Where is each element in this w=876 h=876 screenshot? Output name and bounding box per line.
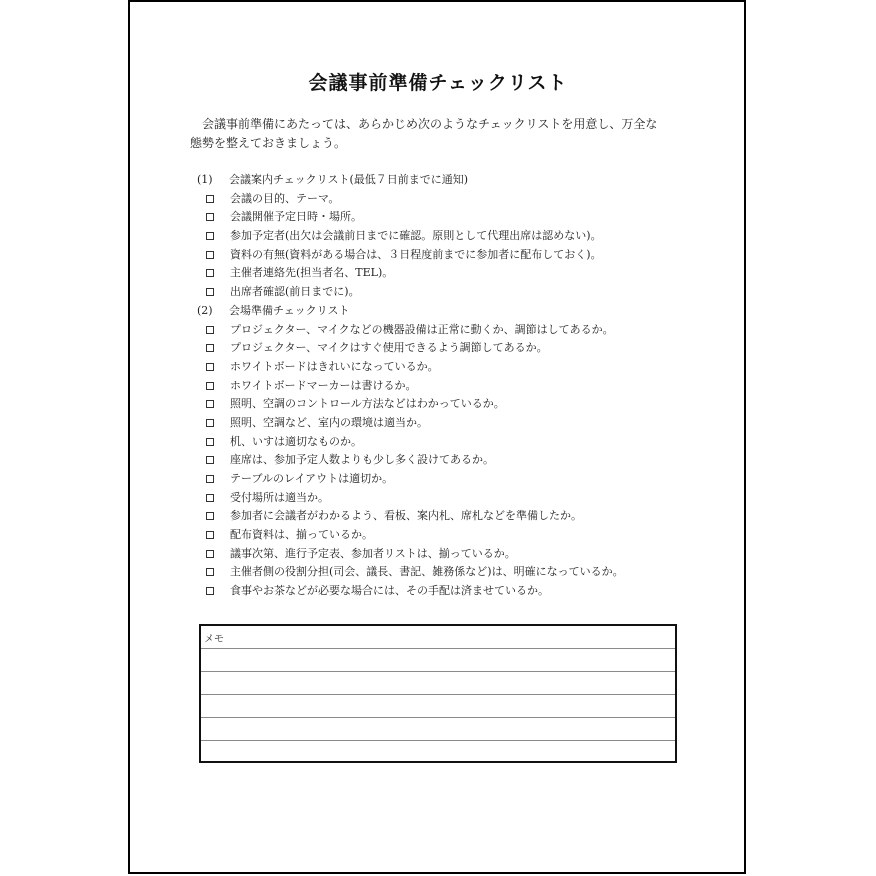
- checkbox-icon[interactable]: [206, 213, 214, 221]
- checkbox-icon[interactable]: [206, 512, 214, 520]
- checklist-item-text: 座席は、参加予定人数よりも少し多く設けてあるか。: [230, 453, 494, 467]
- checklist-item-text: テーブルのレイアウトは適切か。: [230, 472, 394, 485]
- section-label: 会議案内チェックリスト(最低７日前までに通知): [229, 173, 469, 186]
- checklist-item[interactable]: [197, 489, 697, 508]
- checkbox-icon[interactable]: [206, 587, 214, 595]
- intro-line-1: 会議事前準備にあたっては、あらかじめ次のようなチェックリストを用意し、万全な: [202, 117, 658, 131]
- memo-box[interactable]: [199, 624, 677, 763]
- checklist-item-text: 参加者に会議者がわかるよう、看板、案内札、席札などを準備したか。: [230, 509, 582, 523]
- checkbox-icon[interactable]: [206, 363, 214, 371]
- memo-row[interactable]: [201, 649, 675, 672]
- checkbox-icon[interactable]: [206, 382, 214, 390]
- memo-row[interactable]: [201, 695, 675, 718]
- memo-row[interactable]: [201, 741, 675, 764]
- checklist-item-text: 照明、空調のコントロール方法などはわかっているか。: [230, 397, 505, 411]
- checklist-item[interactable]: [197, 358, 697, 377]
- checklist-item[interactable]: [197, 451, 697, 470]
- checklist-item[interactable]: [197, 582, 697, 601]
- section-number: (1): [197, 173, 213, 186]
- checklist-item-text: 照明、空調など、室内の環境は適当か。: [230, 415, 428, 429]
- checklist-item[interactable]: [197, 283, 697, 302]
- checklist-item[interactable]: [197, 395, 697, 414]
- checkbox-icon[interactable]: [206, 195, 214, 203]
- memo-row[interactable]: [201, 672, 675, 695]
- checklist-item-text: 机、いすは適切なものか。: [230, 434, 362, 448]
- document-title: 会議事前準備チェックリスト: [308, 72, 568, 94]
- checklist-item-text: 会議開催予定日時・場所。: [230, 210, 362, 224]
- checklist-item-text: プロジェクター、マイクはすぐ使用できるよう調節してあるか。: [230, 341, 548, 355]
- checklist-item-text: 食事やお茶などが必要な場合には、その手配は済ませているか。: [230, 584, 549, 598]
- checklist-item[interactable]: [197, 526, 697, 545]
- section-number: (2): [197, 303, 213, 317]
- checkbox-icon[interactable]: [206, 400, 214, 408]
- section-label: 会場準備チェックリスト: [229, 303, 350, 317]
- checklist-item[interactable]: [197, 321, 697, 340]
- checklist-item[interactable]: [197, 246, 697, 265]
- checkbox-icon[interactable]: [206, 326, 214, 334]
- checklist-item-text: 資料の有無(資料がある場合は、３日程度前までに参加者に配布しておく)。: [230, 247, 602, 261]
- checkbox-icon[interactable]: [206, 531, 214, 539]
- section-heading-venue-prep: [197, 302, 697, 321]
- checkbox-icon[interactable]: [206, 419, 214, 427]
- checkbox-icon[interactable]: [206, 288, 214, 296]
- section-heading-meeting-notice: [197, 171, 697, 190]
- checklist-item[interactable]: [197, 433, 697, 452]
- checkbox-icon[interactable]: [206, 456, 214, 464]
- checkbox-icon[interactable]: [206, 251, 214, 259]
- checklist-item[interactable]: [197, 190, 697, 209]
- checklist-item-text: ホワイトボードマーカーは書けるか。: [230, 378, 417, 392]
- memo-row[interactable]: [201, 718, 675, 741]
- checklist-item[interactable]: [197, 377, 697, 396]
- checkbox-icon[interactable]: [206, 568, 214, 576]
- checklist: [197, 171, 697, 601]
- memo-label: メモ: [204, 634, 224, 645]
- checklist-item-text: 会議の目的、テーマ。: [230, 191, 340, 205]
- checkbox-icon[interactable]: [206, 475, 214, 483]
- checkbox-icon[interactable]: [206, 438, 214, 446]
- checklist-item-text: 主催者連絡先(担当者名、TEL)。: [230, 266, 394, 280]
- checkbox-icon[interactable]: [206, 269, 214, 277]
- checklist-item[interactable]: [197, 507, 697, 526]
- intro-line-2: 態勢を整えておきましょう。: [190, 136, 347, 150]
- checklist-item-text: 受付場所は適当か。: [230, 490, 329, 504]
- checklist-item[interactable]: [197, 545, 697, 564]
- checkbox-icon[interactable]: [206, 232, 214, 240]
- checklist-item-text: 出席者確認(前日までに)。: [230, 285, 360, 299]
- memo-row[interactable]: [201, 626, 675, 649]
- checklist-item-text: 配布資料は、揃っているか。: [230, 528, 373, 542]
- checklist-item[interactable]: [197, 264, 697, 283]
- checkbox-icon[interactable]: [206, 550, 214, 558]
- checklist-item-text: 主催者側の役割分担(司会、議長、書記、雑務係など)は、明確になっているか。: [230, 565, 624, 579]
- checklist-item-text: 議事次第、進行予定表、参加者リストは、揃っているか。: [230, 546, 516, 560]
- checklist-item[interactable]: [197, 208, 697, 227]
- checklist-item-text: 参加予定者(出欠は会議前日までに確認。原則として代理出席は認めない)。: [230, 229, 602, 243]
- checklist-item-text: ホワイトボードはきれいになっているか。: [230, 359, 439, 373]
- checkbox-icon[interactable]: [206, 344, 214, 352]
- checklist-item[interactable]: [197, 563, 697, 582]
- checklist-item[interactable]: [197, 414, 697, 433]
- checkbox-icon[interactable]: [206, 494, 214, 502]
- checklist-item-text: プロジェクター、マイクなどの機器設備は正常に動くか、調節はしてあるか。: [230, 322, 614, 336]
- checklist-item[interactable]: [197, 227, 697, 246]
- checklist-item[interactable]: [197, 339, 697, 358]
- intro-paragraph: [192, 115, 682, 153]
- checklist-item[interactable]: [197, 470, 697, 489]
